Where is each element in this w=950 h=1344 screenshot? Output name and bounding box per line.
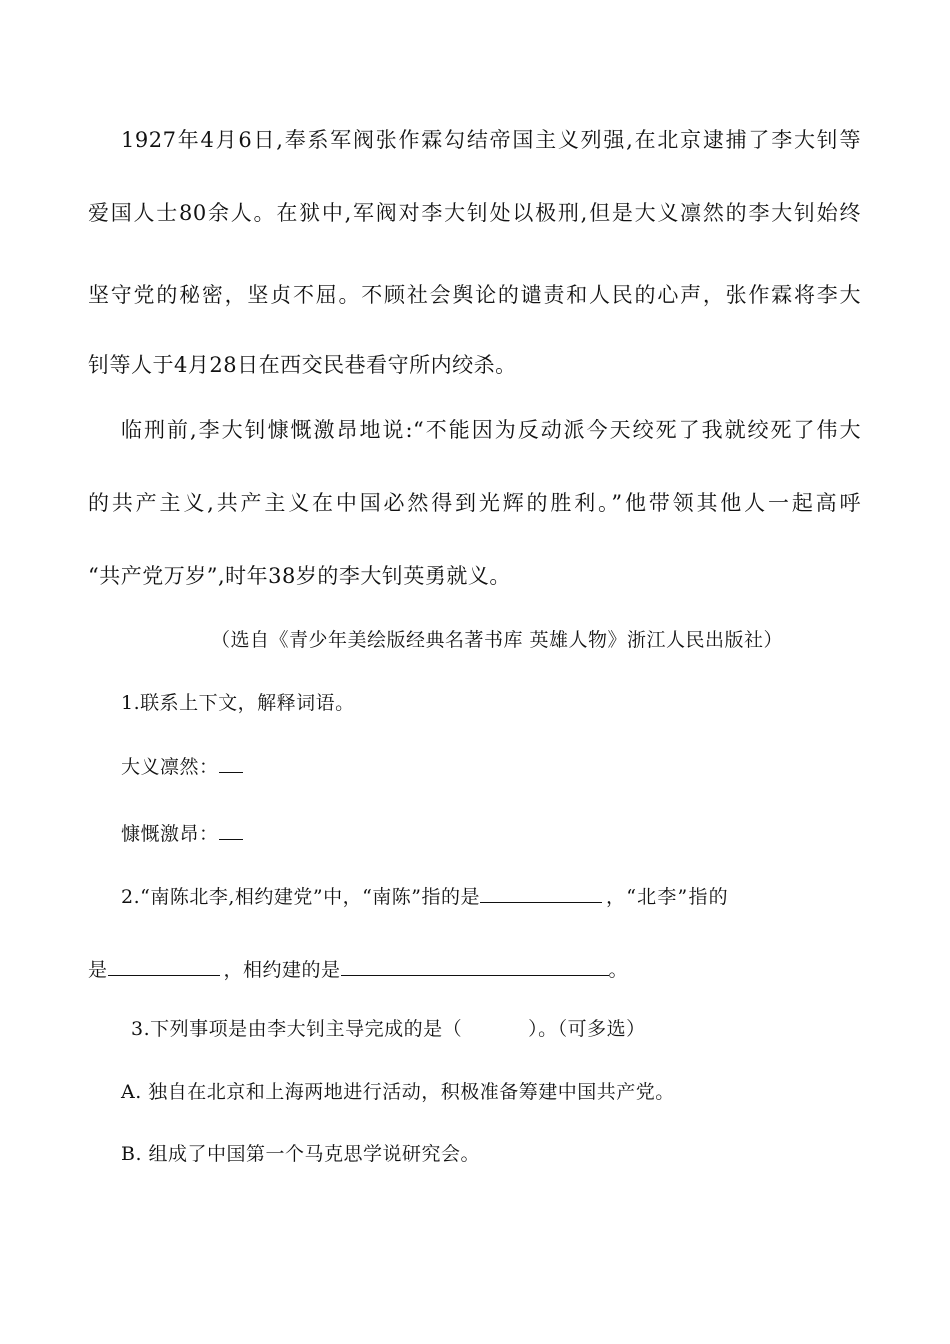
question-3-prompt	[131, 1015, 646, 1043]
passage-p2-line1: 临刑前,李大钊慷慨激昂地说:“不能因为反动派今天绞死了我就绞死了伟大	[121, 418, 861, 442]
q3-prompt-end: ）。（可多选）	[528, 1018, 646, 1040]
term2-label: 慷慨激昂：	[121, 823, 219, 845]
question-3-option-a[interactable]: A. 独自在北京和上海两地进行活动，积极准备筹建中国共产党。	[121, 1081, 675, 1103]
q2-part5: 。	[608, 959, 629, 981]
question-1-term1	[121, 750, 243, 781]
term2-answer-blank[interactable]	[219, 817, 243, 840]
term1-label: 大义凛然：	[121, 756, 219, 778]
nan-chen-answer-blank[interactable]	[480, 880, 602, 903]
q2-part4: ，相约建的是	[223, 959, 341, 981]
term1-answer-blank[interactable]	[219, 750, 243, 773]
passage-p1-line3: 坚守党的秘密，坚贞不屈。不顾社会舆论的谴责和人民的心声，张作霖将李大	[88, 283, 861, 307]
q2-part3: 是	[88, 959, 108, 981]
question-2-line2	[88, 953, 628, 984]
passage-source: （选自《青少年美绘版经典名著书库 英雄人物》浙江人民出版社）	[211, 629, 784, 651]
passage-p1-line4: 钊等人于4月28日在西交民巷看守所内绞杀。	[88, 353, 517, 377]
question-1-term2	[121, 817, 243, 848]
question-2-line1	[121, 880, 729, 911]
q2-part2: ，“北李”指的	[606, 886, 729, 908]
passage-p2-line2: 的共产主义,共产主义在中国必然得到光辉的胜利。”他带领其他人一起高呼	[88, 491, 861, 515]
question-1-prompt: 1.联系上下文，解释词语。	[121, 692, 355, 714]
q2-part1: 2.“南陈北李,相约建党”中，“南陈”指的是	[121, 886, 481, 908]
passage-p1-line2: 爱国人士80余人。在狱中,军阀对李大钊处以极刑,但是大义凛然的李大钊始终	[88, 201, 861, 225]
bei-li-answer-blank[interactable]	[108, 953, 220, 976]
passage-p1-line1: 1927年4月6日,奉系军阀张作霖勾结帝国主义列强,在北京逮捕了李大钊等	[121, 128, 861, 152]
party-answer-blank[interactable]	[341, 953, 609, 976]
passage-p2-line3: “共产党万岁”,时年38岁的李大钊英勇就义。	[88, 564, 511, 588]
question-3-option-b[interactable]: B. 组成了中国第一个马克思学说研究会。	[121, 1143, 481, 1165]
q3-prompt: 3.下列事项是由李大钊主导完成的是（	[131, 1018, 463, 1040]
